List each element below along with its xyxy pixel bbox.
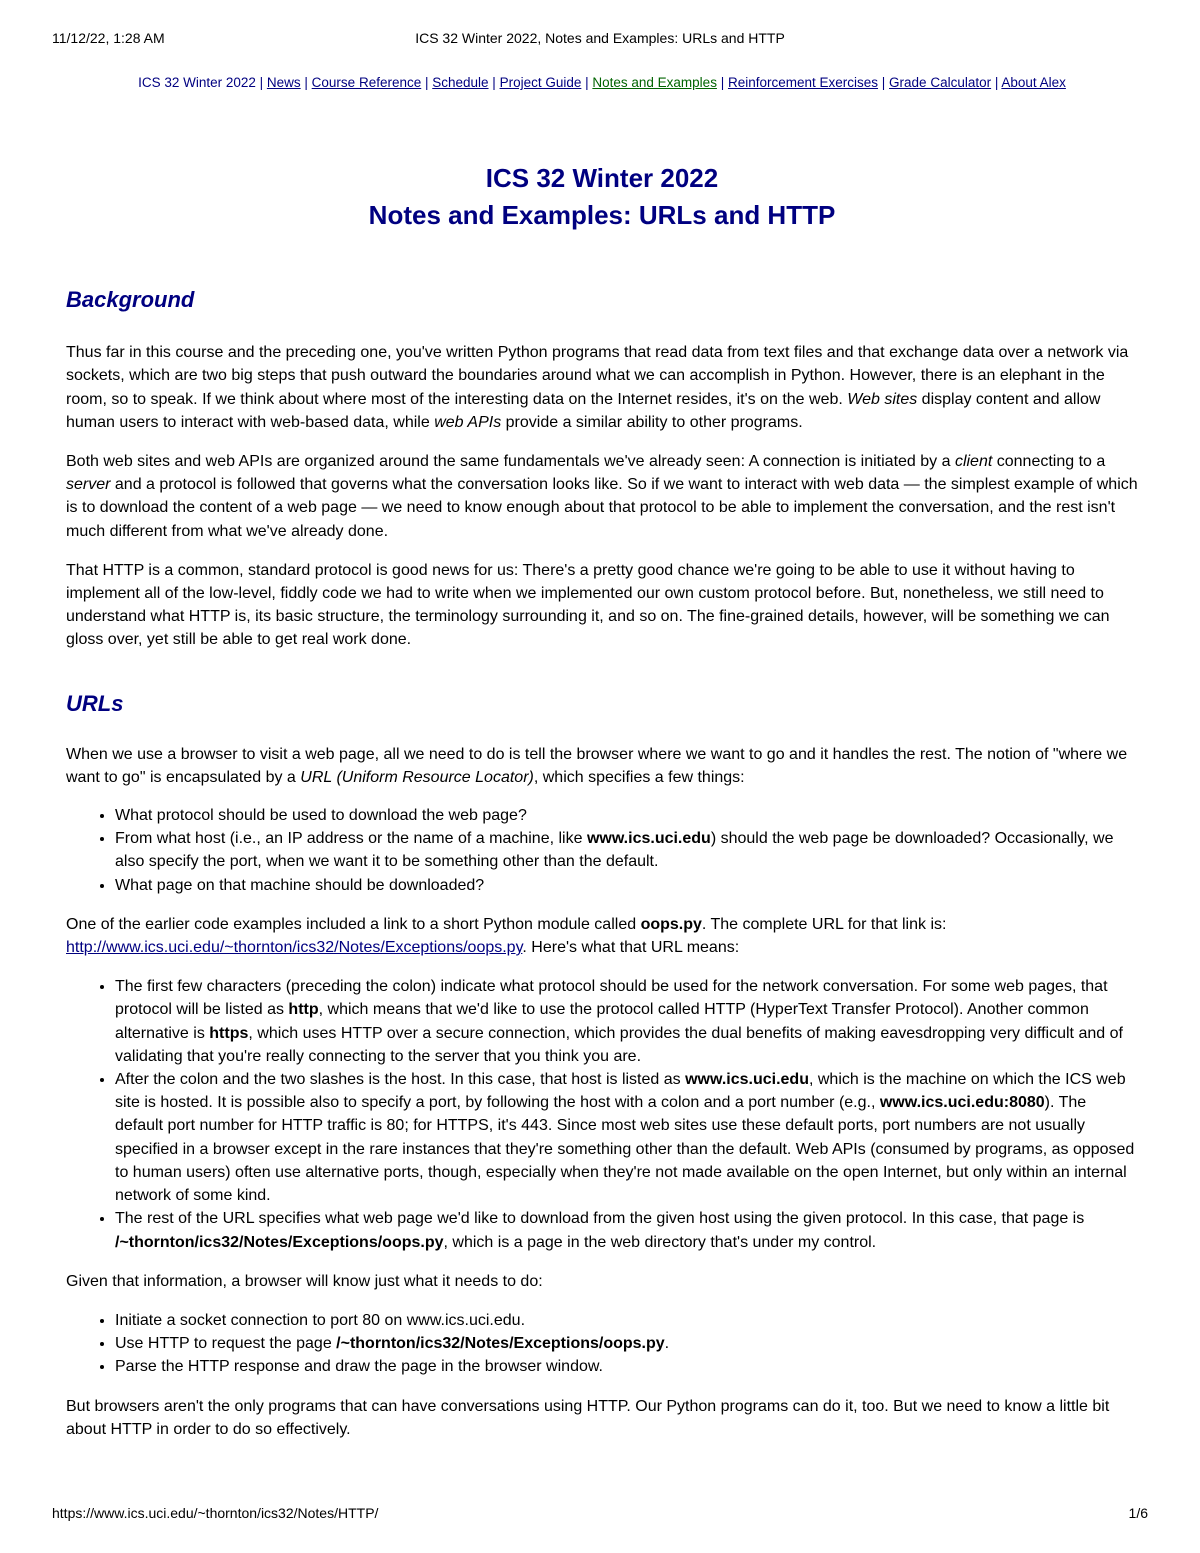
background-paragraph-1: Thus far in this course and the preceding one, you've written Python programs that read data from text files and that exchange data over a network via sockets, which are two big steps that push outward the boundaries around what we can accomplish in Python. However, there is an elephant in the room, so to speak. If we think about where most of the interesting data on the Internet resides, it's on the web. Web sites display content and allow human users to interact with web-based data, while web APIs provide a similar ability to other programs. bbox=[66, 344, 1129, 431]
list-item: • What page on that machine should be downloaded? bbox=[115, 874, 1138, 897]
list-item: • From what host (i.e., an IP address or the name of a machine, like www.ics.uci.edu) should the web page be downloaded? Occasionally, we also specify the port, when we want it to be something other than the default. bbox=[115, 827, 1138, 873]
nav-link-grade-calculator[interactable]: Grade Calculator bbox=[889, 75, 992, 90]
print-header bbox=[52, 30, 1148, 50]
list-item: • After the colon and the two slashes is the host. In this case, that host is listed as www.ics.uci.edu, which is the machine on which the ICS web site is hosted. It is possible also to specify a port, by following the host with a colon and a port number (e.g., www.ics.uci.edu:8080). The default port number for HTTP traffic is 80; for HTTPS, it's 443. Since most web sites use these default ports, port numbers are not usually specified in a browser except in the rare instances that they're something other than the default. Web APIs (consumed by programs, as opposed to human users) often use alternative ports, though, especially when they're not made available on the open Internet, but only within an internal network of some kind. bbox=[115, 1068, 1138, 1207]
list-item: • The first few characters (preceding the colon) indicate what protocol should be used for the network conversation. For some web pages, that protocol will be listed as http, which means that we'd like to use the protocol called HTTP (HyperText Transfer Protocol). Another common alternative is https, which uses HTTP over a secure connection, which provides the dual benefits of making eavesdropping very difficult and of validating that you're really connecting to the server that you think you are. bbox=[115, 975, 1138, 1068]
browser-steps-list bbox=[66, 1309, 1138, 1379]
urls-paragraph-3: Given that information, a browser will know just what it needs to do: bbox=[66, 1272, 543, 1290]
print-date: 11/12/22, 1:28 AM bbox=[52, 30, 165, 46]
url-parts-list bbox=[66, 804, 1138, 897]
nav-link-course-reference[interactable]: Course Reference bbox=[311, 75, 422, 90]
nav-link-about-alex[interactable]: About Alex bbox=[1001, 75, 1066, 90]
nav-course-name: ICS 32 Winter 2022 bbox=[138, 75, 256, 90]
list-item: • Initiate a socket connection to port 80 on www.ics.uci.edu. bbox=[115, 1309, 1138, 1332]
page-title-line1: ICS 32 Winter 2022 bbox=[485, 163, 719, 194]
url-meaning-list bbox=[66, 975, 1138, 1253]
heading-background: Background bbox=[66, 287, 195, 313]
nav-link-project-guide[interactable]: Project Guide bbox=[499, 75, 582, 90]
nav-link-news[interactable]: News bbox=[266, 75, 301, 90]
page-content bbox=[66, 71, 1138, 1441]
background-paragraph-2: Both web sites and web APIs are organized around the same fundamentals we've already seen: A connection is initiated by a client connecting to a server and a protocol is followed that governs what the conversation looks like. So if we want to interact with web data — the simplest example of which is to download the content of a web page — we need to know enough about that protocol to be able to implement the conversation, and the rest isn't much different from what we've already done. bbox=[66, 453, 1138, 540]
print-url: https://www.ics.uci.edu/~thornton/ics32/Notes/HTTP/ bbox=[52, 1505, 379, 1521]
urls-paragraph-4: But browsers aren't the only programs that can have conversations using HTTP. Our Python programs can do it, too. But we need to know a little bit about HTTP in order to do so effectively. bbox=[66, 1397, 1110, 1438]
nav-link-reinforcement-exercises[interactable]: Reinforcement Exercises bbox=[727, 75, 879, 90]
course-navbar: ICS 32 Winter 2022 | News | Course Reference | Schedule | Project Guide | Notes and Examples | Reinforcement Exercises | Grade Calculator | About Alex bbox=[138, 75, 1066, 90]
nav-link-notes-and-examples[interactable]: Notes and Examples bbox=[592, 75, 717, 90]
page-title-line2: Notes and Examples: URLs and HTTP bbox=[368, 200, 836, 231]
list-item: • Use HTTP to request the page /~thornton/ics32/Notes/Exceptions/oops.py. bbox=[115, 1332, 1138, 1355]
list-item: • The rest of the URL specifies what web page we'd like to download from the given host using the given protocol. In this case, that page is /~thornton/ics32/Notes/Exceptions/oops.py, which is a page in the web directory that's under my control. bbox=[115, 1207, 1138, 1253]
print-title: ICS 32 Winter 2022, Notes and Examples: URLs and HTTP bbox=[415, 30, 785, 46]
urls-paragraph-2: One of the earlier code examples included a link to a short Python module called oops.py. The complete URL for that link is: http://www.ics.uci.edu/~thornton/ics32/Notes/Exceptions/oops.py. Here's what that URL means: bbox=[66, 915, 947, 957]
background-paragraph-3: That HTTP is a common, standard protocol is good news for us: There's a pretty good chance we're going to be able to use it without having to implement all of the low-level, fiddly code we had to write when we implemented our own custom protocol before. But, nonetheless, we still need to understand what HTTP is, its basic structure, the terminology surrounding it, and so on. The fine-grained details, however, will be something we can gloss over, yet still be able to get real work done. bbox=[66, 561, 1110, 649]
print-footer bbox=[52, 1505, 1148, 1525]
urls-paragraph-1: When we use a browser to visit a web page, all we need to do is tell the browser where we want to go and it handles the rest. The notion of "where we want to go" is encapsulated by a URL (Uniform Resource Locator), which specifies a few things: bbox=[66, 745, 1128, 786]
nav-link-schedule[interactable]: Schedule bbox=[432, 75, 489, 90]
list-item: • Parse the HTTP response and draw the page in the browser window. bbox=[115, 1355, 1138, 1378]
list-item: • What protocol should be used to download the web page? bbox=[115, 804, 1138, 827]
page-title bbox=[66, 160, 1138, 234]
print-page-number: 1/6 bbox=[1128, 1505, 1148, 1521]
heading-urls: URLs bbox=[66, 690, 124, 716]
oops-py-link[interactable]: http://www.ics.uci.edu/~thornton/ics32/Notes/Exceptions/oops.py bbox=[66, 939, 523, 957]
